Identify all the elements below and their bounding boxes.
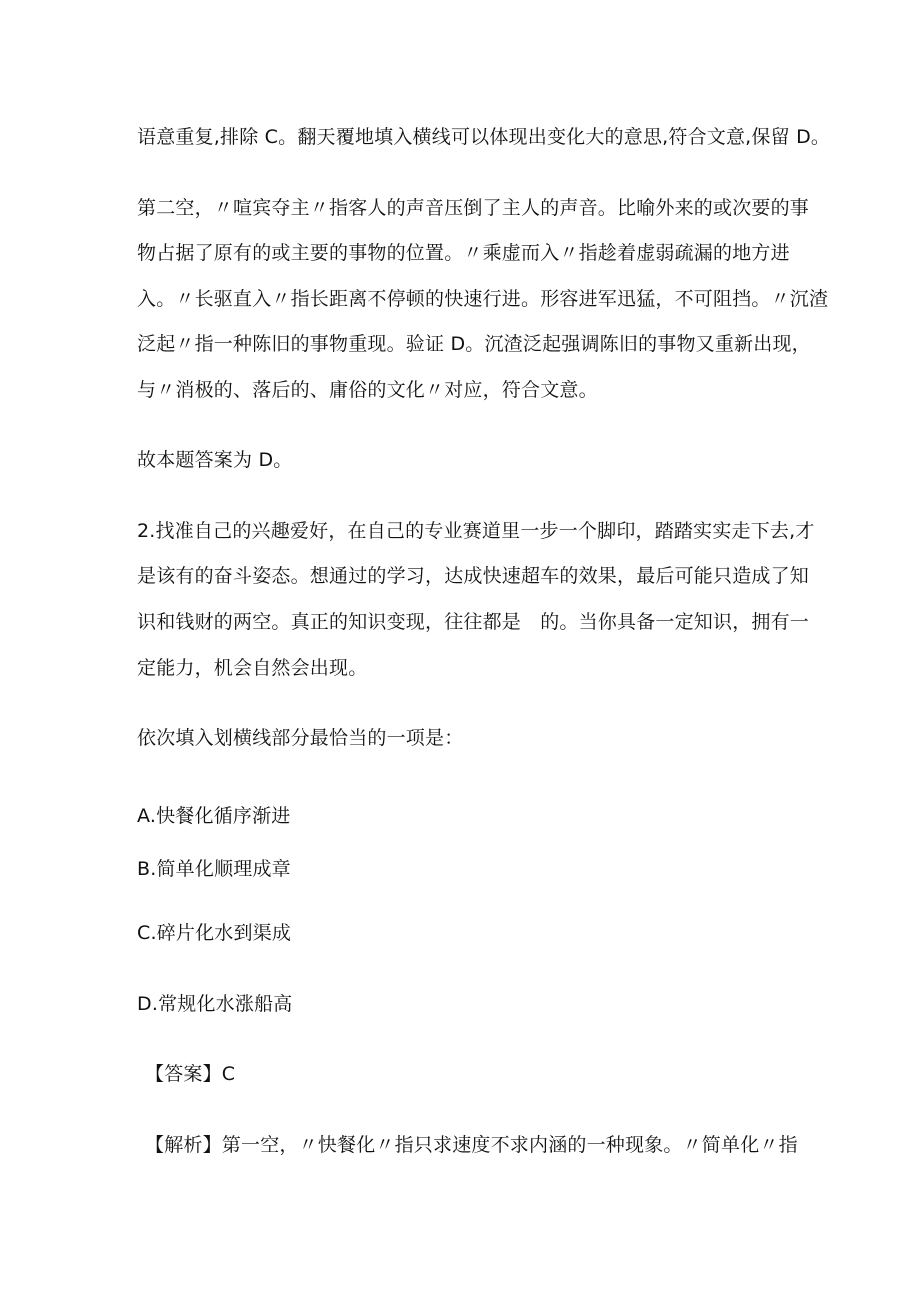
- analysis-line-1: 【解析】第一空，〃快餐化〃指只求速度不求内涵的一种现象。〃简单化〃指: [145, 1134, 798, 1156]
- option-a: A.快餐化循序渐进: [137, 805, 291, 827]
- option-d: D.常规化水涨船高: [137, 993, 293, 1015]
- text-line-second-blank-3: 入。〃长驱直入〃指长距离不停顿的快速行进。形容进军迅猛，不可阻挡。〃沉渣: [137, 288, 829, 310]
- text-line-second-blank-5: 与〃消极的、落后的、庸俗的文化〃对应，符合文意。: [137, 379, 598, 401]
- question-2-line-3: 识和钱财的两空。真正的知识变现，往往都是 的。当你具备一定知识，拥有一: [137, 611, 810, 633]
- answer-summary-line: 故本题答案为 D。: [137, 449, 293, 471]
- question-2-line-4: 定能力，机会自然会出现。: [137, 657, 368, 679]
- text-line-second-blank-2: 物占据了原有的或主要的事物的位置。〃乘虚而入〃指趁着虚弱疏漏的地方进: [137, 242, 790, 264]
- question-instruction: 依次填入划横线部分最恰当的一项是：: [137, 727, 464, 749]
- text-line-conclusion-first-blank: 语意重复,排除 C。翻天覆地填入横线可以体现出变化大的意思,符合文意,保留 D。: [137, 126, 831, 148]
- answer-label: 【答案】C: [145, 1063, 236, 1085]
- option-b: B.简单化顺理成章: [137, 858, 291, 880]
- question-2-line-2: 是该有的奋斗姿态。想通过的学习，达成快速超车的效果，最后可能只造成了知: [137, 565, 810, 587]
- question-2-line-1: 2.找准自己的兴趣爱好，在自己的专业赛道里一步一个脚印，踏踏实实走下去,才: [137, 520, 815, 542]
- text-line-second-blank-4: 泛起〃指一种陈旧的事物重现。验证 D。沉渣泛起强调陈旧的事物又重新出现，: [137, 333, 811, 355]
- text-line-second-blank-1: 第二空，〃喧宾夺主〃指客人的声音压倒了主人的声音。比喻外来的或次要的事: [137, 197, 810, 219]
- option-c: C.碎片化水到渠成: [137, 922, 292, 944]
